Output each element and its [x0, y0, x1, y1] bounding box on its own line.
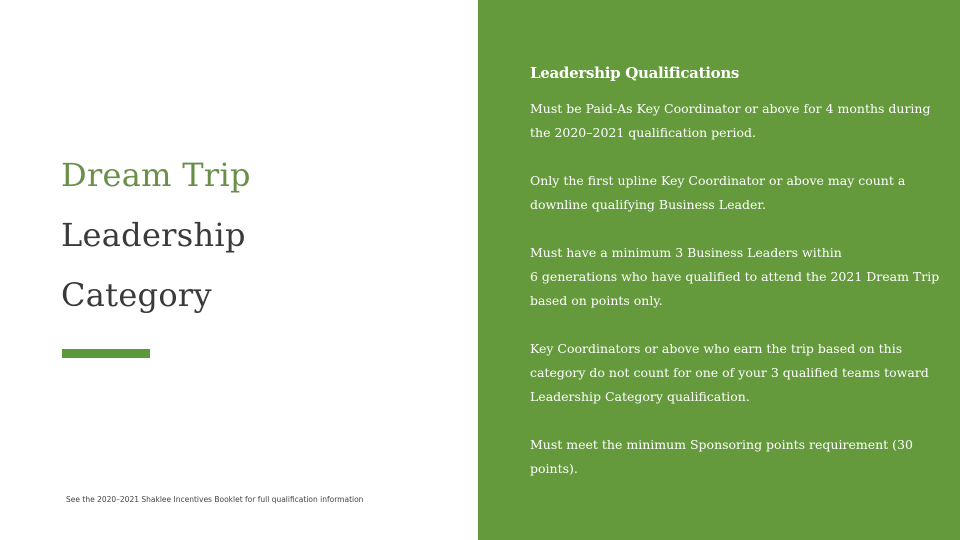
accent-bar [62, 349, 150, 358]
qualification-paragraph [530, 433, 920, 481]
qualification-line: Key Coordinators or above who earn the trip based on this [530, 341, 903, 356]
qualification-paragraph [530, 241, 940, 313]
qualification-line: Leadership Category qualification. [530, 389, 750, 404]
qualification-line: downline qualifying Business Leader. [530, 197, 766, 212]
qualification-line: Must meet the minimum Sponsoring points requirement (30 [530, 437, 913, 452]
title-line-1: Dream Trip [61, 156, 251, 194]
title-line-3: Category [61, 276, 212, 314]
footnote: See the 2020–2021 Shaklee Incentives Booklet for full qualification information [66, 495, 364, 504]
qualification-line: Must have a minimum 3 Business Leaders within [530, 245, 842, 260]
qualification-paragraph [530, 169, 920, 217]
qualification-paragraph [530, 337, 929, 409]
qualifications-panel [478, 0, 960, 540]
qualification-paragraph [530, 97, 931, 145]
qualification-line: based on points only. [530, 293, 663, 308]
qualification-line: points). [530, 461, 578, 476]
qualification-line: the 2020–2021 qualification period. [530, 125, 757, 140]
qualification-line: Must be Paid-As Key Coordinator or above for 4 months during [530, 101, 931, 116]
left-panel [0, 0, 478, 540]
title-line-2: Leadership [61, 216, 246, 254]
qualifications-heading: Leadership Qualifications [530, 64, 740, 82]
qualification-line: category do not count for one of your 3 qualified teams toward [530, 365, 929, 380]
qualification-line: Only the first upline Key Coordinator or above may count a [530, 173, 906, 188]
qualification-line: 6 generations who have qualified to attend the 2021 Dream Trip [530, 269, 940, 284]
